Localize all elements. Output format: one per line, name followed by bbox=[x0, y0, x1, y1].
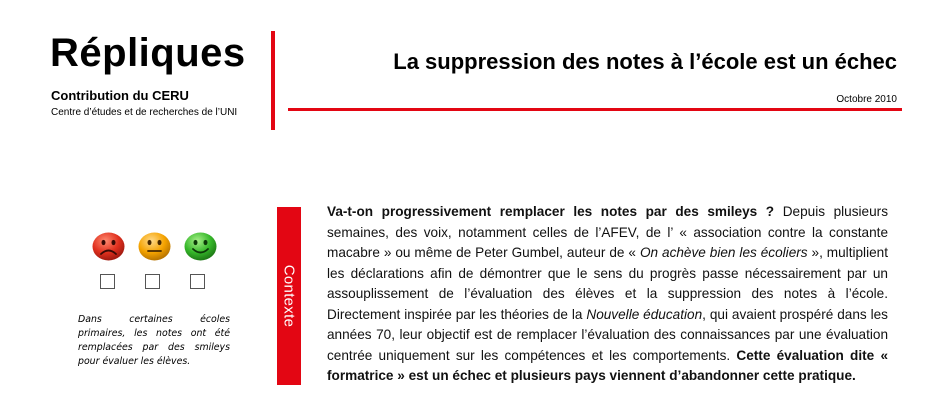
happy-smiley-icon bbox=[184, 232, 217, 261]
article-part-3: , qui avaient prospéré dans les années 70, leur objectif est de remplacer l’évaluation des connaissances par une évaluation centrée uniquement sur les compétences et les comportements. bbox=[327, 306, 888, 363]
neutral-smiley-icon bbox=[138, 232, 171, 261]
checkbox-neutral bbox=[145, 274, 160, 289]
checkbox-happy bbox=[190, 274, 205, 289]
article-lead: Va-t-on progressivement remplacer les notes par des smileys ? bbox=[327, 204, 775, 219]
smiley-checkboxes bbox=[100, 274, 220, 292]
sad-smiley-icon bbox=[92, 232, 125, 261]
article-book-title: On achève bien les écoliers bbox=[639, 245, 808, 260]
smiley-illustration bbox=[92, 232, 222, 262]
illustration-caption: Dans certaines écoles primaires, les notes ont été remplacées par des smileys pour évaluer les élèves. bbox=[78, 314, 230, 367]
article-closing: Cette évaluation dite « formatrice » est un échec et plusieurs pays viennent d’abandonner cette pratique. bbox=[327, 347, 889, 383]
page-title: La suppression des notes à l’école est un échec bbox=[393, 49, 897, 74]
publication-date: Octobre 2010 bbox=[836, 94, 897, 105]
article-body bbox=[327, 202, 888, 387]
header-horizontal-divider bbox=[288, 108, 902, 111]
article-movement: Nouvelle éducation bbox=[586, 306, 703, 322]
brand-title: Répliques bbox=[50, 31, 246, 75]
section-label: Contexte bbox=[280, 264, 298, 328]
section-tab-contexte bbox=[277, 207, 301, 385]
article-part-1: Depuis plusieurs semaines, des voix, notamment celles de l’AFEV, de l’ « association contre la constante macabre » ou même de Peter Gumbel, auteur de « bbox=[327, 204, 888, 260]
brand-tagline: Centre d’études et de recherches de l’UNI bbox=[51, 107, 238, 118]
brand-subtitle: Contribution du CERU bbox=[51, 88, 189, 103]
checkbox-sad bbox=[100, 274, 115, 289]
article-part-2: », multiplient les déclarations afin de démontrer que le sens du progrès passe nécessairement par un assouplissement de l’évaluation des élèves et la suppression des notes à l’école. Directement inspirée par les théories de la bbox=[327, 245, 888, 322]
header-vertical-divider bbox=[271, 31, 275, 130]
